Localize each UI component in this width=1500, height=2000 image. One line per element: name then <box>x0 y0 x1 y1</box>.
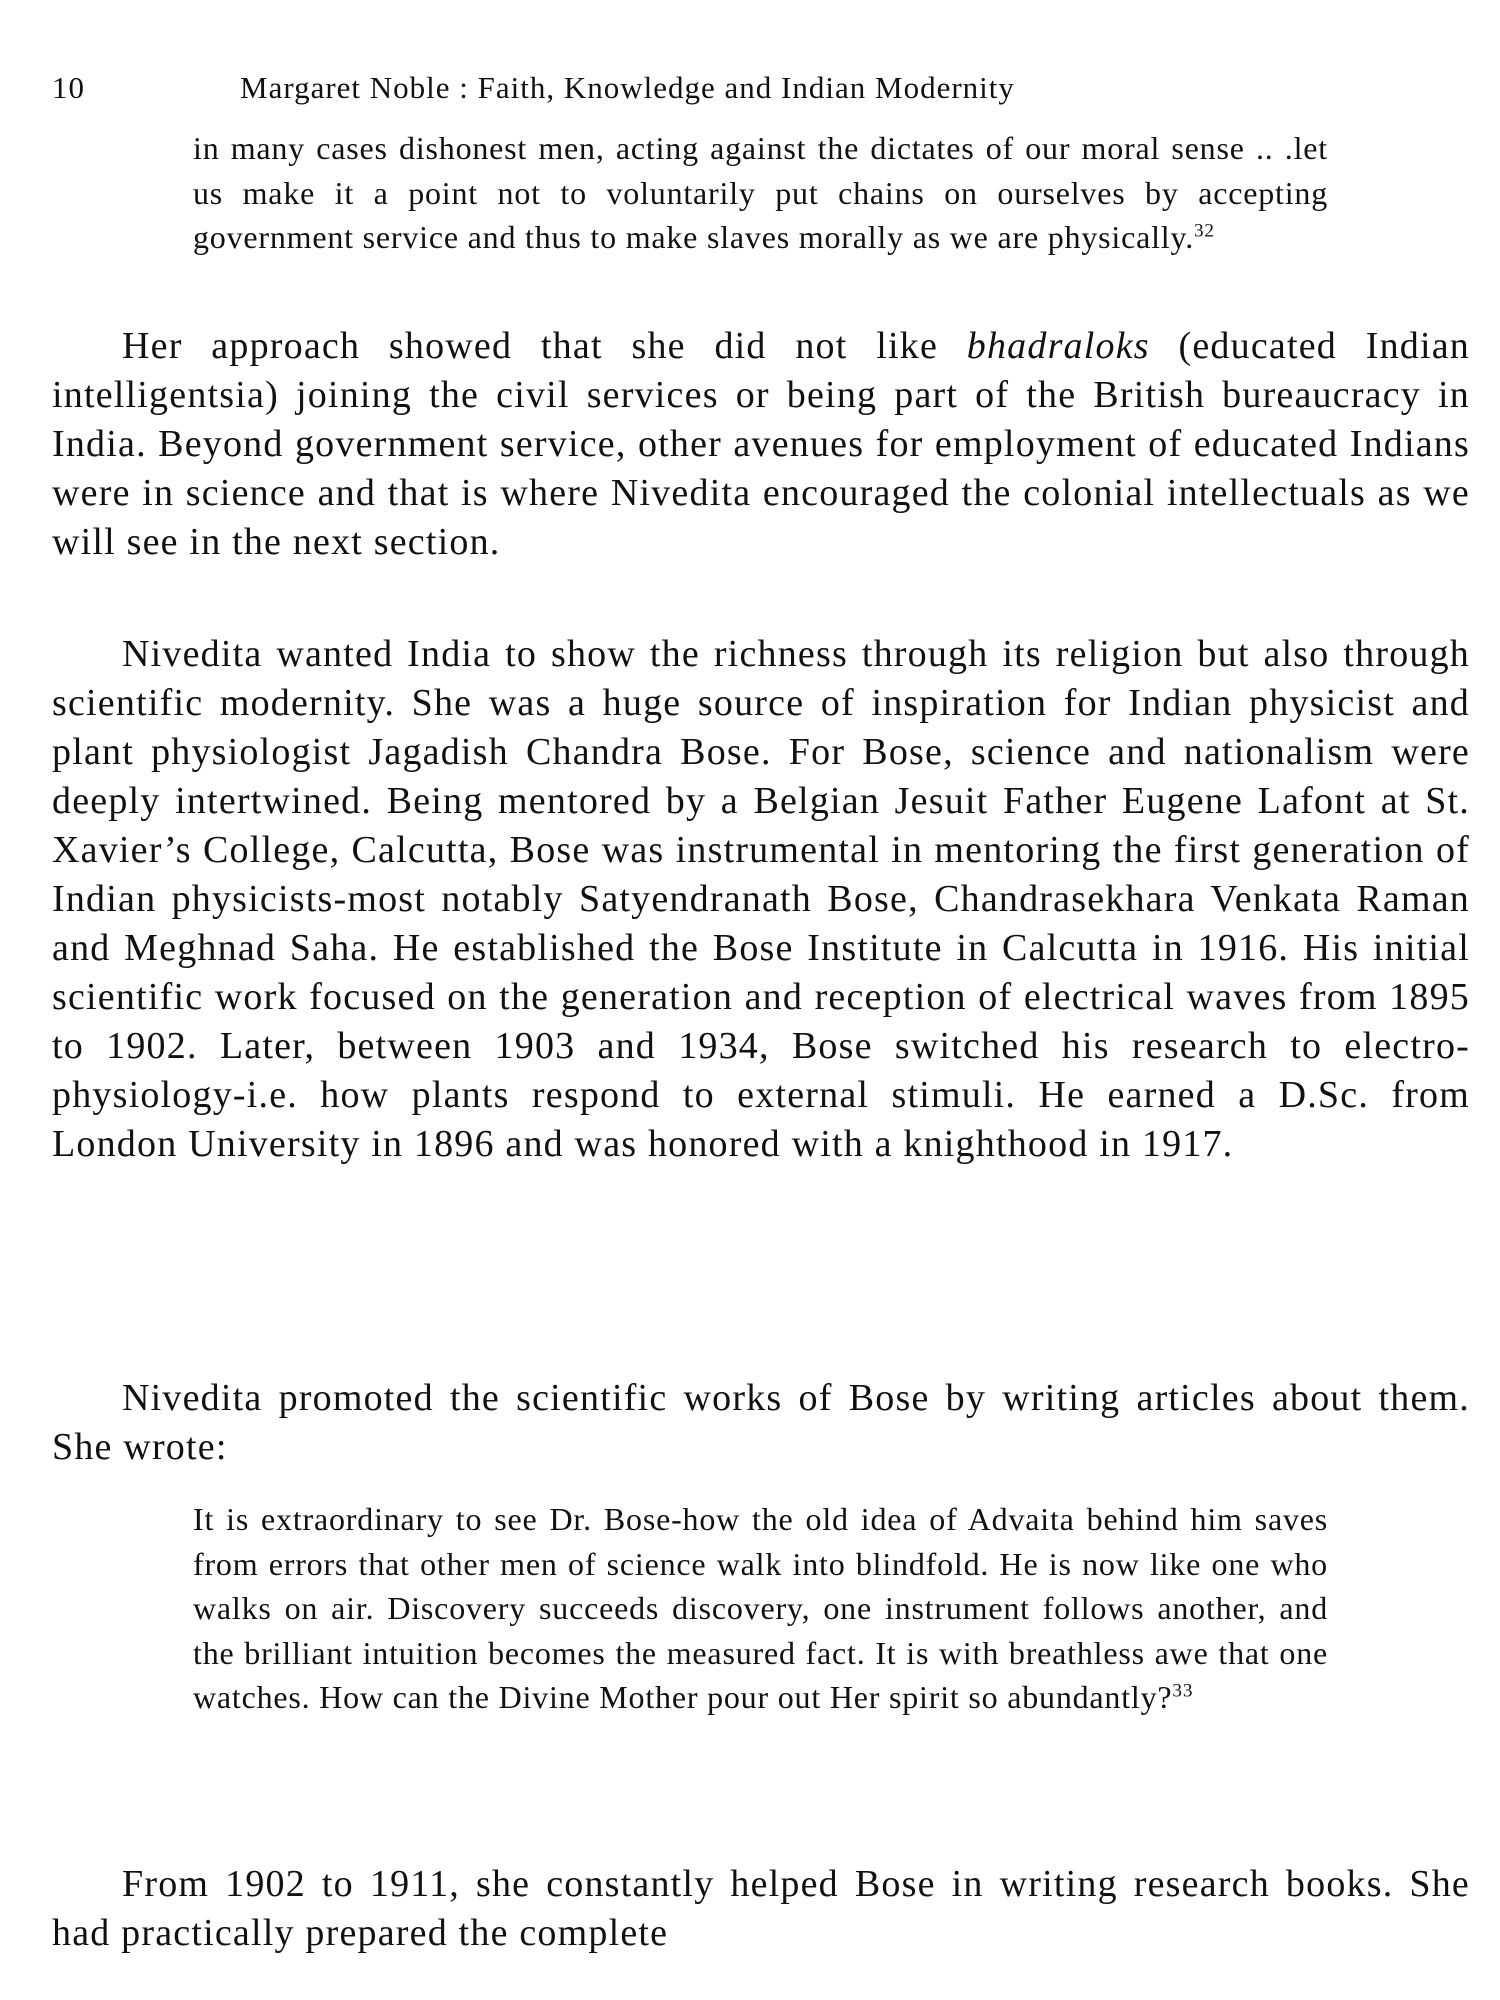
paragraph-2: Nivedita wanted India to show the richness through its religion but also through scientific modernity. She was a huge source of inspiration for Indian physicist and plant physiologist Jagadish Chandra Bose. For Bose, science and nationalism were deeply intertwined. Being mentored by a Belgian Jesuit Father Eugene Lafont at St. Xavier’s College, Calcutta, Bose was instrumental in mentoring the first generation of Indian physicists-most notably Satyendranath Bose, Chandrasekhara Venkata Raman and Meghnad Saha. He established the Bose Institute in Calcutta in 1916. His initial scientific work focused on the generation and reception of electrical waves from 1895 to 1902. Later, between 1903 and 1934, Bose switched his research to electro- physiology-i.e. how plants respond to external stimuli. He earned a D.Sc. from London University in 1896 and was honored with a knighthood in 1917. <box>52 633 1470 1165</box>
block-quote-2 <box>193 1497 1328 1720</box>
page-number: 10 <box>52 70 85 105</box>
block-quote-1 <box>193 126 1328 260</box>
footnote-ref-33: 33 <box>1172 1680 1194 1702</box>
paragraph-1-after: (educated Indian intelligentsia) joining the civil services or being part of the British bureaucracy in India. Beyond government service, other avenues for employment of educated Indians were in science and that is where Nivedita encouraged the colonial intellectuals as we will see in the next section. <box>52 325 1470 563</box>
block-quote-2-text: It is extraordinary to see Dr. Bose-how the old idea of Advaita behind him saves from errors that other men of science walk into blindfold. He is now like one who walks on air. Discovery succeeds discovery, one instrument follows another, and the brilliant intuition becomes the measured fact. It is with breathless awe that one watches. How can the Divine Mother pour out Her spirit so abundantly? <box>193 1501 1328 1715</box>
running-title: Margaret Noble : Faith, Knowledge and Indian Modernity <box>240 70 1015 105</box>
footnote-ref-32: 32 <box>1194 220 1215 242</box>
block-quote-1-text: in many cases dishonest men, acting against the dictates of our moral sense .. .let us make it a point not to voluntarily put chains on ourselves by accepting government service and thus to make slaves morally as we are physically. <box>193 130 1328 255</box>
paragraph-3: Nivedita promoted the scientific works of Bose by writing articles about them. She wrote: <box>52 1377 1470 1468</box>
paragraph-1-italic-term: bhadraloks <box>966 325 1150 367</box>
page-header <box>52 70 1472 118</box>
paragraph-1 <box>52 322 1470 567</box>
paragraph-1-before: Her approach showed that she did not like <box>122 325 967 367</box>
paragraph-4: From 1902 to 1911, she constantly helped Bose in writing research books. She had practically prepared the complete <box>52 1863 1470 1954</box>
